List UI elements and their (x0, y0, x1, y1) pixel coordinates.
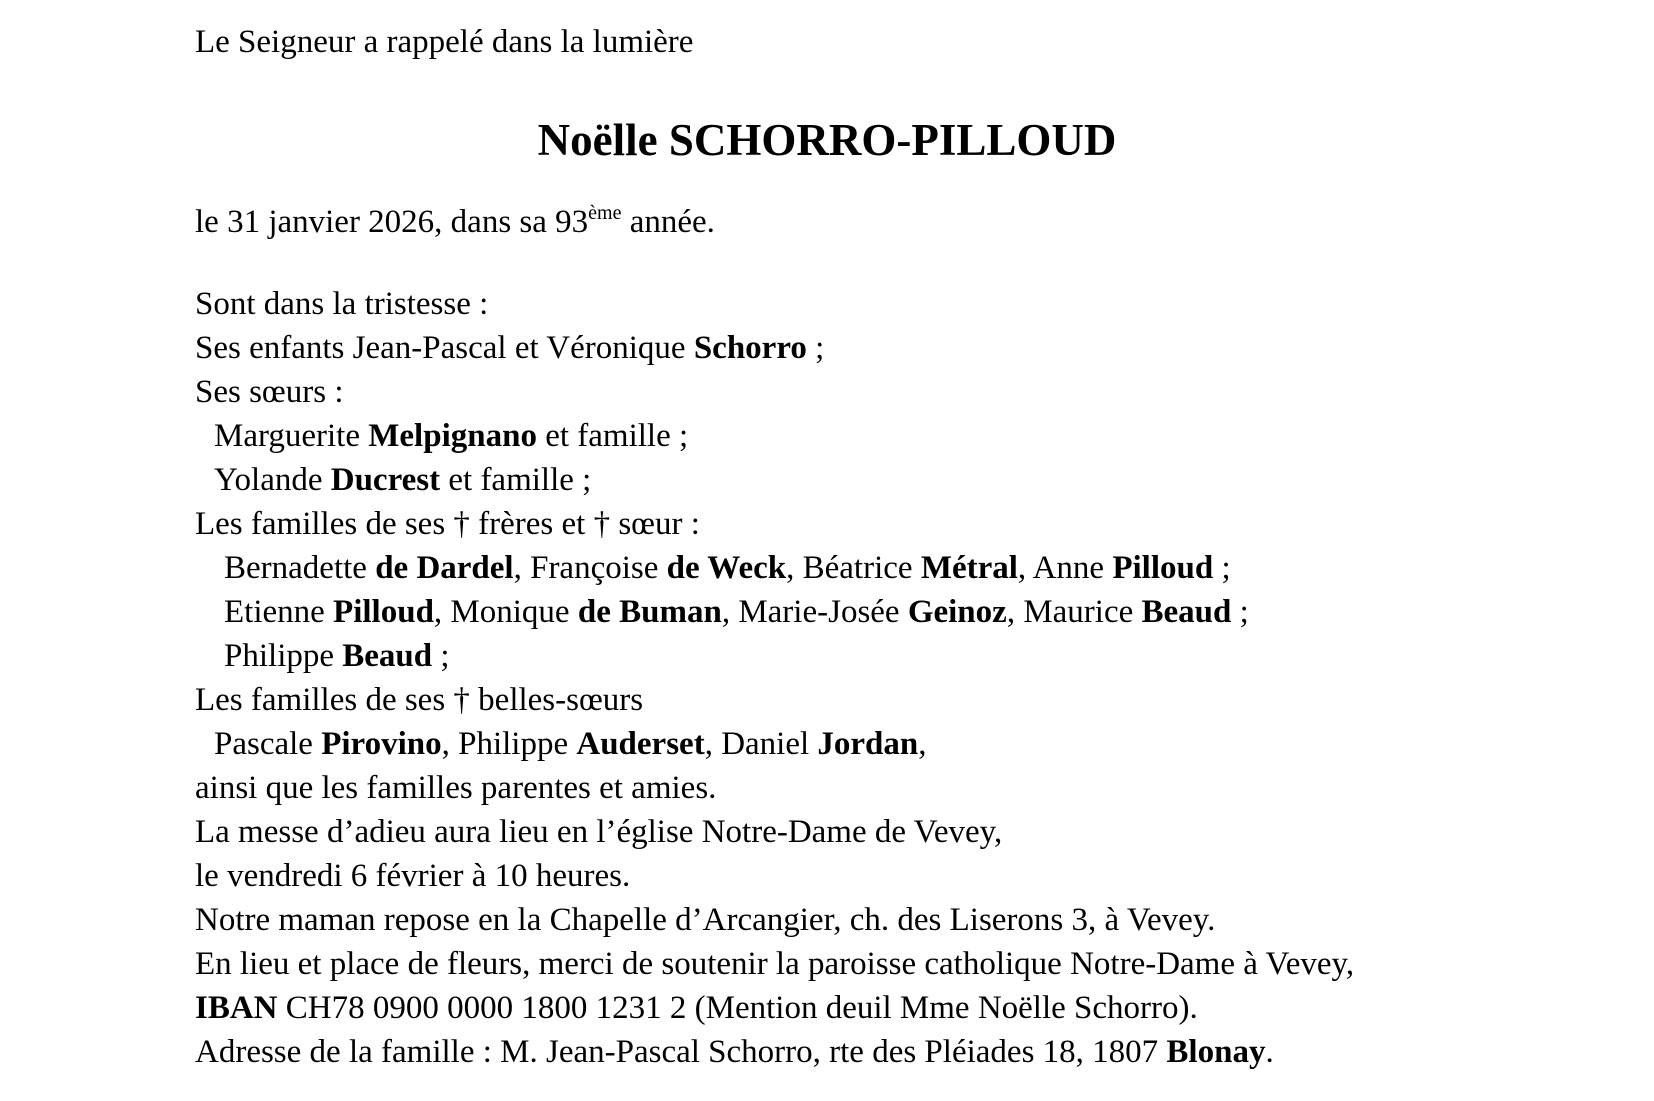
text-run: le vendredi 6 février à 10 heures. (195, 858, 631, 894)
text-run: Les familles de ses † frères et † sœur : (195, 506, 700, 542)
text-line (195, 986, 1654, 1030)
bold-name-run: Jordan (817, 726, 919, 762)
text-run: La messe d’adieu aura lieu en l’église Notre-Dame de Vevey, (195, 814, 1003, 850)
text-run: ainsi que les familles parentes et amies. (195, 770, 717, 806)
text-line (195, 414, 1654, 458)
text-run: , Béatrice (786, 550, 921, 586)
text-run: CH78 0900 0000 1800 1231 2 (Mention deuil Mme Noëlle Schorro). (277, 990, 1198, 1026)
bold-name-run: Schorro (693, 330, 807, 366)
text-line (195, 942, 1654, 986)
text-line (195, 678, 1654, 722)
text-run: En lieu et place de fleurs, merci de soutenir la paroisse catholique Notre-Dame à Vevey, (195, 946, 1355, 982)
text-run: Philippe (224, 638, 343, 674)
text-run: , Anne (1017, 550, 1113, 586)
bold-name-run: Pirovino (321, 726, 442, 762)
text-run: ; (806, 330, 825, 366)
text-line (195, 326, 1654, 370)
bold-name-run: Beaud (342, 638, 433, 674)
text-line (195, 282, 1654, 326)
bold-name-run: IBAN (195, 990, 278, 1026)
text-run: Sont dans la tristesse : (195, 286, 489, 322)
text-line (195, 1030, 1654, 1074)
text-run: et famille ; (440, 462, 592, 498)
text-run: Etienne (224, 594, 334, 630)
text-line (195, 722, 1654, 766)
text-run: ; (1213, 550, 1231, 586)
text-line (195, 458, 1654, 502)
text-line (195, 854, 1654, 898)
bold-name-run: Pilloud (1112, 550, 1214, 586)
deceased-name-title: Noëlle SCHORRO-PILLOUD (537, 115, 1117, 165)
date-line (195, 200, 1654, 244)
text-run: ; (1231, 594, 1249, 630)
text-run: , Monique (433, 594, 578, 630)
text-line (195, 546, 1654, 590)
text-line (195, 634, 1654, 678)
text-run: Notre maman repose en la Chapelle d’Arcangier, ch. des Liserons 3, à Vevey. (195, 902, 1216, 938)
bold-name-run: Beaud (1141, 594, 1232, 630)
text-run: , Philippe (441, 726, 577, 762)
notice-body (195, 282, 1654, 1074)
text-run: , Daniel (704, 726, 818, 762)
bold-name-run: Blonay (1166, 1034, 1266, 1070)
bold-name-run: Melpignano (368, 418, 537, 454)
bold-name-run: de Weck (666, 550, 787, 586)
text-run: , Françoise (513, 550, 667, 586)
bold-name-run: de Dardel (375, 550, 514, 586)
text-line (195, 590, 1654, 634)
bold-name-run: Auderset (576, 726, 705, 762)
text-run: Marguerite (214, 418, 369, 454)
text-line (195, 766, 1654, 810)
bold-name-run: Ducrest (330, 462, 441, 498)
text-run: Bernadette (224, 550, 376, 586)
text-run: , (918, 726, 927, 762)
text-run: Adresse de la famille : M. Jean-Pascal Schorro, rte des Pléiades 18, 1807 (195, 1034, 1167, 1070)
text-run: et famille ; (536, 418, 689, 454)
bold-name-run: Pilloud (333, 594, 434, 630)
text-run: , Maurice (1006, 594, 1142, 630)
bold-name-run: de Buman (577, 594, 722, 630)
text-line (195, 810, 1654, 854)
text-run: ; (432, 638, 450, 674)
date-superscript: ème (588, 202, 622, 224)
date-line-suffix: année. (621, 204, 715, 240)
bold-name-run: Métral (920, 550, 1018, 586)
date-line-prefix: le 31 janvier 2026, dans sa 93 (195, 204, 589, 240)
bold-name-run: Geinoz (907, 594, 1007, 630)
text-run: , Marie-Josée (721, 594, 908, 630)
text-run: . (1265, 1034, 1274, 1070)
text-run: Ses enfants Jean-Pascal et Véronique (195, 330, 694, 366)
text-run: Yolande (214, 462, 331, 498)
text-line (195, 502, 1654, 546)
text-run: Ses sœurs : (195, 374, 344, 410)
intro-line: Le Seigneur a rappelé dans la lumière (195, 24, 694, 60)
text-run: Les familles de ses † belles-sœurs (195, 682, 644, 718)
text-line (195, 898, 1654, 942)
text-run: Pascale (214, 726, 322, 762)
text-line (195, 370, 1654, 414)
